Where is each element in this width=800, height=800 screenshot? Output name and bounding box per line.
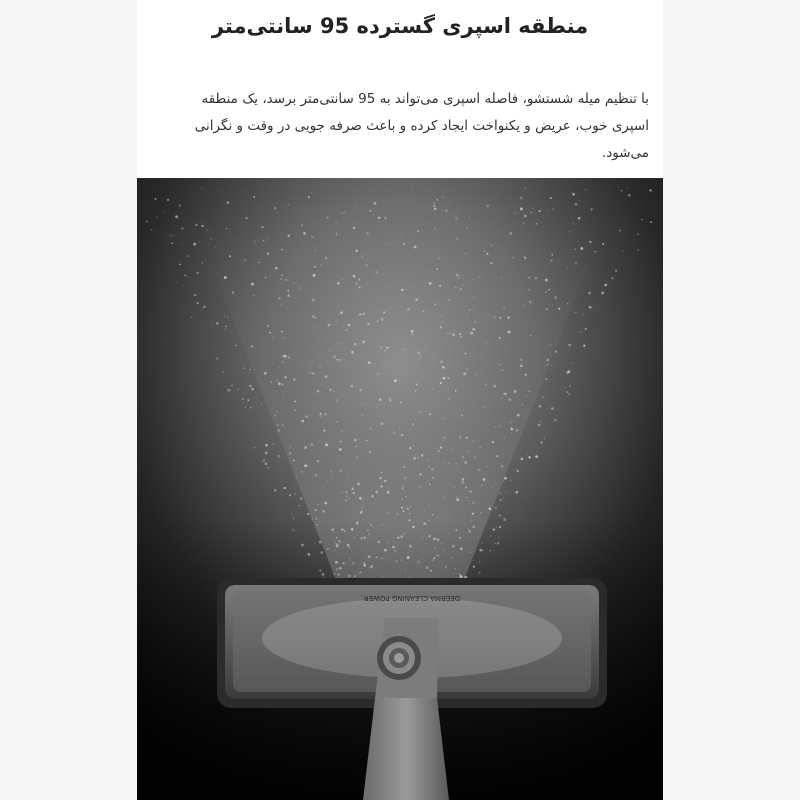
feature-title: منطقه اسپری گسترده 95 سانتی‌متر [211,14,589,38]
feature-description [149,86,649,167]
product-feature-card [137,0,663,800]
description-line-1: با تنظیم میله شستشو، فاصله اسپری می‌تواند به 95 سانتی‌متر برسد، یک منطقه [201,91,649,107]
description-line-2: اسپری خوب، عریض و یکنواخت ایجاد کرده و باعث صرفه جویی در وقت و نگرانی می‌شود. [194,118,649,161]
spray-mop-photo [137,178,663,800]
pad-print-text: DEERMA CLEANING POWER [363,594,461,602]
